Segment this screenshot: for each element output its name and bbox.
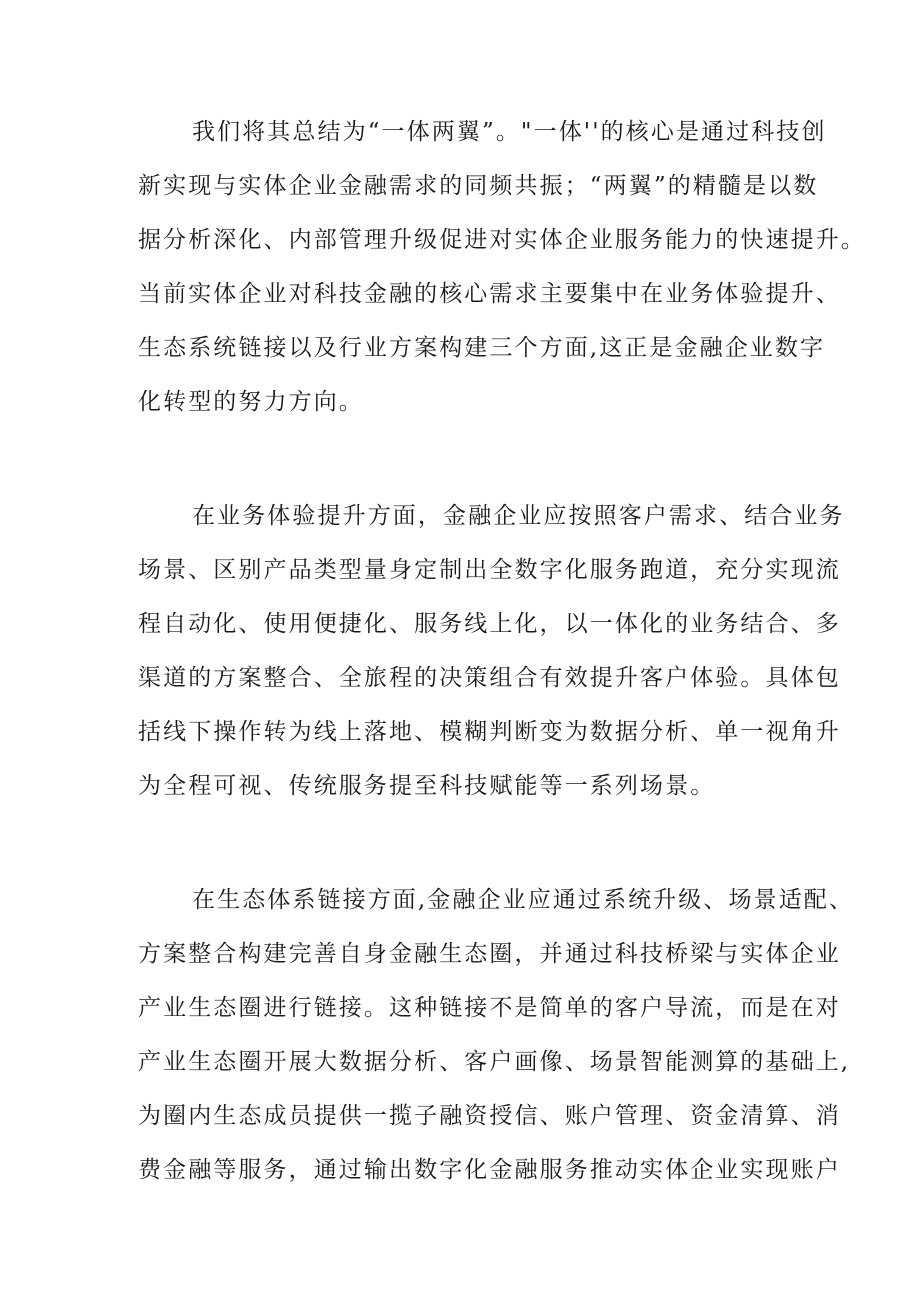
paragraph-line: 化转型的努力方向。: [138, 389, 364, 415]
paragraph-line: 当前实体企业对科技金融的核心需求主要集中在业务体验提升、: [138, 281, 841, 307]
paragraph-line: 为全程可视、传统服务提至科技赋能等一系列场景。: [138, 773, 716, 799]
paragraph-line: 据分析深化、内部管理升级促进对实体企业服务能力的快速提升。: [138, 227, 866, 253]
paragraph-line: 在生态体系链接方面,金融企业应通过系统升级、场景适配、: [192, 887, 855, 913]
paragraph-3: [138, 873, 855, 1197]
paragraph-line: 产业生态圈进行链接。这种链接不是简单的客户导流，而是在对: [138, 995, 841, 1021]
paragraph-line: 程自动化、使用便捷化、服务线上化，以一体化的业务结合、多: [138, 611, 841, 637]
paragraph-line: 括线下操作转为线上落地、模糊判断变为数据分析、单一视角升: [138, 719, 841, 745]
paragraph-line: 方案整合构建完善自身金融生态圈，并通过科技桥梁与实体企业: [138, 941, 841, 967]
paragraph-line: 生态系统链接以及行业方案构建三个方面,这正是金融企业数字: [138, 335, 826, 361]
paragraph-line: 费金融等服务，通过输出数字化金融服务推动实体企业实现账户: [138, 1157, 841, 1183]
paragraph-line: 渠道的方案整合、全旅程的决策组合有效提升客户体验。具体包: [138, 665, 841, 691]
paragraph-line: 我们将其总结为“一体两翼”。"一体''的核心是通过科技创: [192, 119, 827, 145]
paragraph-line: 在业务体验提升方面，金融企业应按照客户需求、结合业务: [192, 503, 845, 529]
paragraph-line: 产业生态圈开展大数据分析、客户画像、场景智能测算的基础上,: [138, 1049, 851, 1075]
paragraph-line: 为圈内生态成员提供一揽子融资授信、账户管理、资金清算、消: [138, 1103, 841, 1129]
paragraph-1: [138, 105, 866, 429]
paragraph-line: 新实现与实体企业金融需求的同频共振；“两翼”的精髓是以数: [138, 173, 819, 199]
paragraph-line: 场景、区别产品类型量身定制出全数字化服务跑道，充分实现流: [138, 557, 841, 583]
paragraph-2: [138, 489, 845, 813]
